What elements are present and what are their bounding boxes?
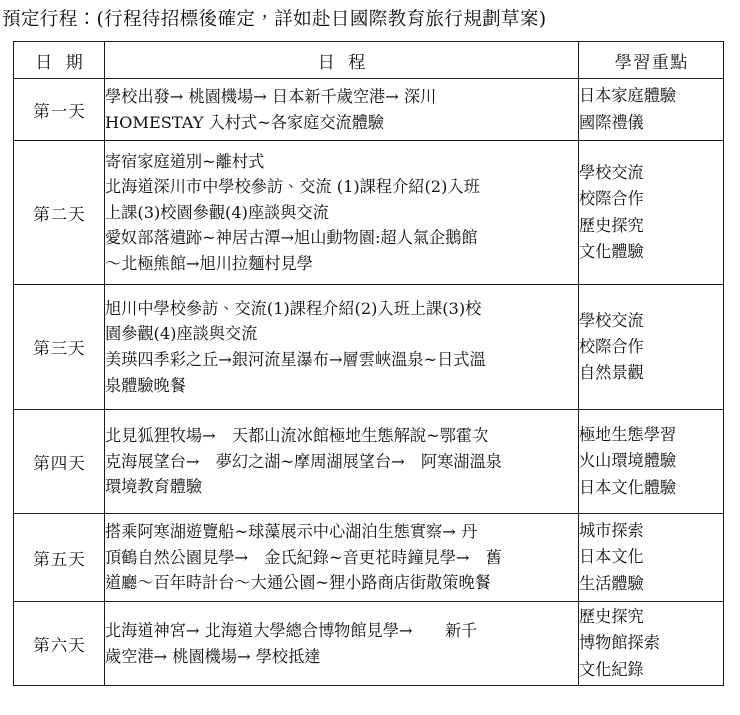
focus-item: 校際合作 — [579, 336, 644, 356]
schedule-cell — [105, 514, 579, 602]
schedule-line: 北海道神宮→ 北海道大學總合博物館見學→ 新千 — [105, 620, 478, 640]
focus-item: 生活體驗 — [579, 573, 644, 593]
schedule-cell — [105, 410, 579, 514]
focus-item: 日本文化 — [579, 547, 644, 567]
day-label: 第三天 — [14, 285, 105, 410]
schedule-line: 北海道深川市中學校參訪、交流 (1)課程介紹(2)入班 — [105, 177, 480, 197]
focus-item: 國際禮儀 — [579, 112, 644, 132]
schedule-line: 旭川中學校參訪、交流(1)課程介紹(2)入班上課(3)校 — [105, 298, 482, 318]
focus-item: 日本家庭體驗 — [579, 86, 677, 106]
day-label: 第六天 — [14, 602, 105, 686]
column-header-schedule: 日 程 — [105, 42, 579, 79]
focus-item: 歷史探究 — [579, 607, 644, 627]
focus-item: 城市探索 — [579, 521, 644, 541]
day-label: 第四天 — [14, 410, 105, 514]
schedule-line: HOMESTAY 入村式~各家庭交流體驗 — [105, 112, 385, 132]
schedule-cell — [105, 285, 579, 410]
focus-item: 學校交流 — [579, 163, 644, 183]
schedule-line: 北見狐狸牧場→ 天都山流冰館極地生態解說~鄂霍次 — [105, 426, 489, 446]
focus-cell — [579, 514, 724, 602]
schedule-cell — [105, 141, 579, 285]
column-header-focus: 學習重點 — [579, 42, 724, 79]
focus-cell — [579, 410, 724, 514]
focus-item: 文化紀錄 — [579, 659, 644, 679]
column-header-day: 日 期 — [14, 42, 105, 79]
schedule-cell — [105, 602, 579, 686]
table-row — [14, 285, 724, 410]
table-row — [14, 141, 724, 285]
focus-cell — [579, 141, 724, 285]
table-row — [14, 79, 724, 141]
table-row — [14, 410, 724, 514]
page-title: 預定行程：(行程待招標後確定，詳如赴日國際教育旅行規劃草案) — [2, 9, 547, 30]
schedule-line: 美瑛四季彩之丘→銀河流星瀑布→層雲峽溫泉~日式溫 — [105, 350, 486, 369]
schedule-line: 愛奴部落遺跡~神居古潭→旭山動物園:超人氣企鵝館 — [105, 228, 478, 248]
focus-item: 博物館探索 — [579, 633, 660, 653]
focus-item: 極地生態學習 — [579, 425, 677, 445]
schedule-line: ～北極熊館→旭川拉麵村見學 — [105, 253, 313, 273]
day-label: 第五天 — [14, 514, 105, 602]
focus-cell — [579, 285, 724, 410]
schedule-line: 道廳～百年時計台～大通公園~狸小路商店街散策晚餐 — [105, 573, 491, 593]
schedule-line: 環境教育體驗 — [105, 477, 203, 497]
day-label: 第二天 — [14, 141, 105, 285]
schedule-line: 學校出發→ 桃園機場→ 日本新千歲空港→ 深川 — [105, 86, 437, 106]
focus-item: 學校交流 — [579, 310, 644, 330]
schedule-line: 寄宿家庭道別~離村式 — [105, 151, 265, 171]
focus-item: 自然景觀 — [579, 363, 644, 383]
schedule-line: 克海展望台→ 夢幻之湖~摩周湖展望台→ 阿寒湖溫泉 — [105, 451, 502, 471]
schedule-cell — [105, 79, 579, 141]
schedule-line: 頂鶴自然公園見學→ 金氏紀錄~音更花時鐘見學→ 舊 — [105, 547, 502, 567]
schedule-line: 搭乘阿寒湖遊覽船~球藻展示中心湖泊生態實察→ 丹 — [105, 522, 478, 542]
focus-cell — [579, 602, 724, 686]
focus-item: 文化體驗 — [579, 241, 644, 261]
schedule-line: 上課(3)校園參觀(4)座談與交流 — [105, 202, 329, 222]
schedule-line: 園參觀(4)座談與交流 — [105, 324, 258, 344]
focus-item: 歷史探究 — [579, 215, 644, 235]
day-label: 第一天 — [14, 79, 105, 141]
table-row — [14, 514, 724, 602]
table-body — [14, 79, 724, 686]
schedule-line: 歲空港→ 桃園機場→ 學校抵達 — [105, 646, 321, 666]
itinerary-table — [13, 41, 724, 686]
table-header-row — [14, 42, 724, 79]
table-row — [14, 602, 724, 686]
focus-cell — [579, 79, 724, 141]
schedule-line: 泉體驗晚餐 — [105, 375, 186, 395]
focus-item: 校際合作 — [579, 189, 644, 209]
focus-item: 火山環境體驗 — [579, 451, 677, 471]
focus-item: 日本文化體驗 — [579, 477, 677, 497]
